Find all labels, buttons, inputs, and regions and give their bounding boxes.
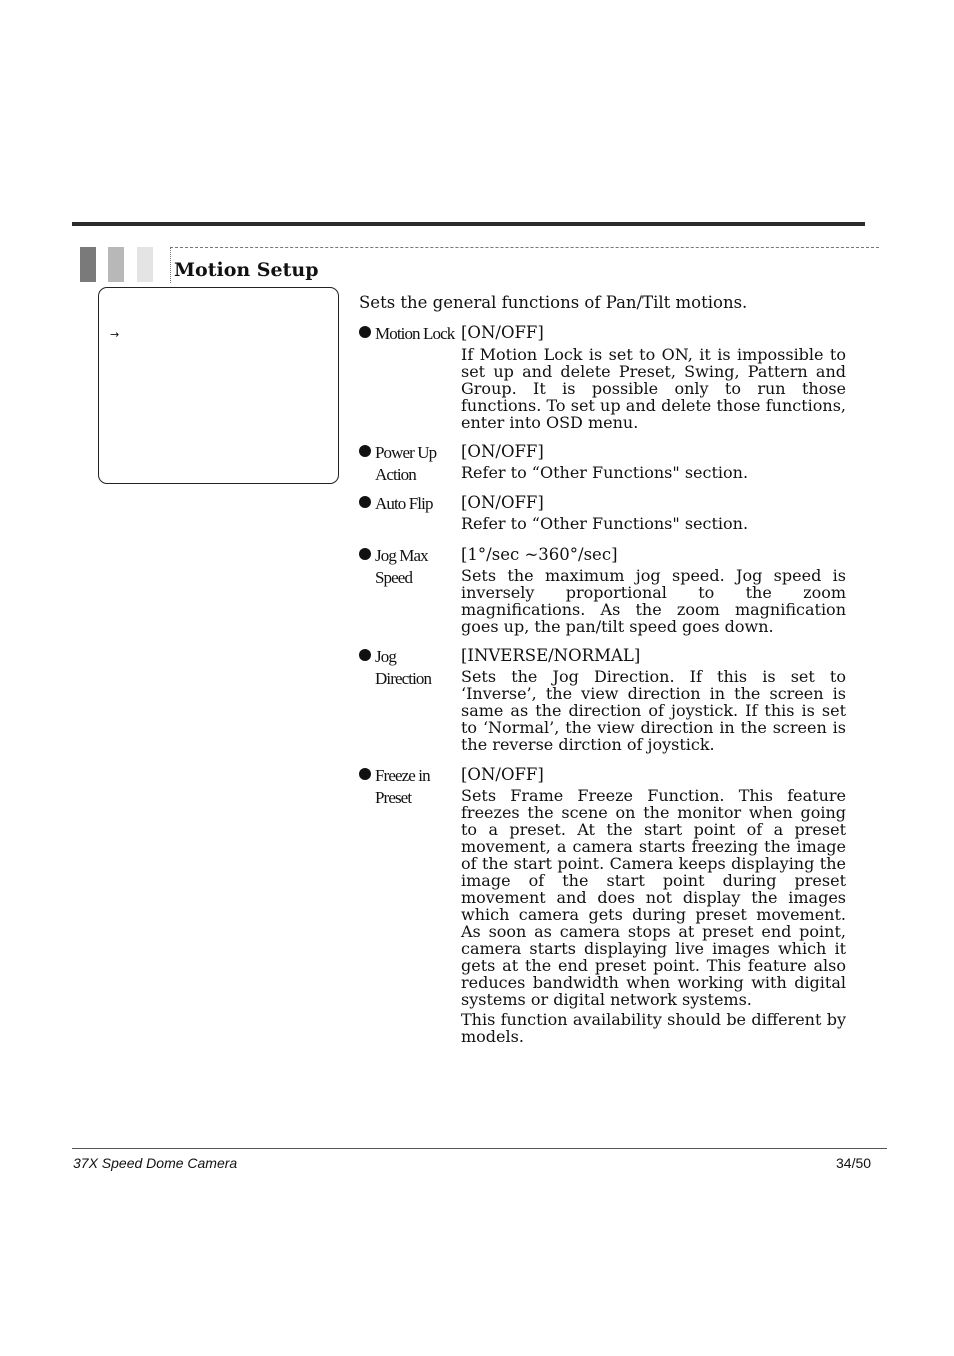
osd-menu-box	[98, 287, 339, 484]
marker-bar-light	[137, 247, 153, 282]
bullet-icon	[359, 649, 371, 661]
setting-description: Refer to “Other Functions" section.	[461, 463, 749, 482]
setting-description: Sets the maximum jog speed. Jog speed is inversely proportional to the zoom magnifications. As the zoom magnification goes up, the pan/tilt speed goes down.	[461, 566, 846, 636]
section-marker-bars	[80, 247, 160, 282]
setting-description: Refer to “Other Functions" section.	[461, 514, 749, 533]
header-rule	[72, 222, 865, 226]
marker-bar-medium	[108, 247, 124, 282]
bullet-icon	[359, 326, 371, 338]
footer-rule	[72, 1148, 887, 1149]
setting-value: [ON/OFF]	[461, 323, 544, 342]
setting-label: Motion Lock	[375, 324, 455, 343]
intro-text: Sets the general functions of Pan/Tilt motions.	[359, 293, 748, 312]
bullet-icon	[359, 496, 371, 508]
setting-description: Sets Frame Freeze Function. This feature freezes the scene on the monitor when going to a preset. At the start point of a preset movement, a camera starts freezing the image of the start point. Camera keeps displaying the image of the start point during preset movement and does not display the images which camera gets during preset movement. As soon as camera stops at preset end point, camera starts displaying live images which it gets at the end preset point. This feature also reduces bandwidth when working with digital systems or digital network systems.	[461, 786, 846, 1009]
setting-label: Jog Max Speed	[375, 546, 428, 587]
bullet-icon	[359, 768, 371, 780]
section-title: Motion Setup	[174, 259, 319, 281]
setting-value: [INVERSE/NORMAL]	[461, 646, 641, 665]
setting-label: Freeze in Preset	[375, 766, 430, 807]
footer-document-title: 37X Speed Dome Camera	[73, 1155, 238, 1171]
footer-page-number: 34/50	[836, 1155, 872, 1171]
setting-label: Power Up Action	[375, 443, 437, 484]
setting-value: [ON/OFF]	[461, 493, 544, 512]
bullet-icon	[359, 548, 371, 560]
right-arrow-icon: →	[110, 328, 120, 341]
setting-value: [ON/OFF]	[461, 765, 544, 784]
setting-label: Jog Direction	[375, 647, 432, 688]
setting-value: [1°/sec ~360°/sec]	[461, 545, 618, 564]
marker-bar-dark	[80, 247, 96, 282]
setting-description: If Motion Lock is set to ON, it is impossible to set up and delete Preset, Swing, Pattern and Group. It is possible only to run those functions. To set up and delete those functions, enter into OSD menu.	[461, 345, 846, 432]
bullet-icon	[359, 445, 371, 457]
availability-note: This function availability should be different by models.	[461, 1010, 846, 1046]
setting-description: Sets the Jog Direction. If this is set to ‘Inverse’, the view direction in the screen is same as the direction of joystick. If this is set to ‘Normal’, the view direction in the screen is the reverse dirction of joystick.	[461, 667, 846, 754]
setting-value: [ON/OFF]	[461, 442, 544, 461]
setting-label: Auto Flip	[375, 494, 433, 513]
